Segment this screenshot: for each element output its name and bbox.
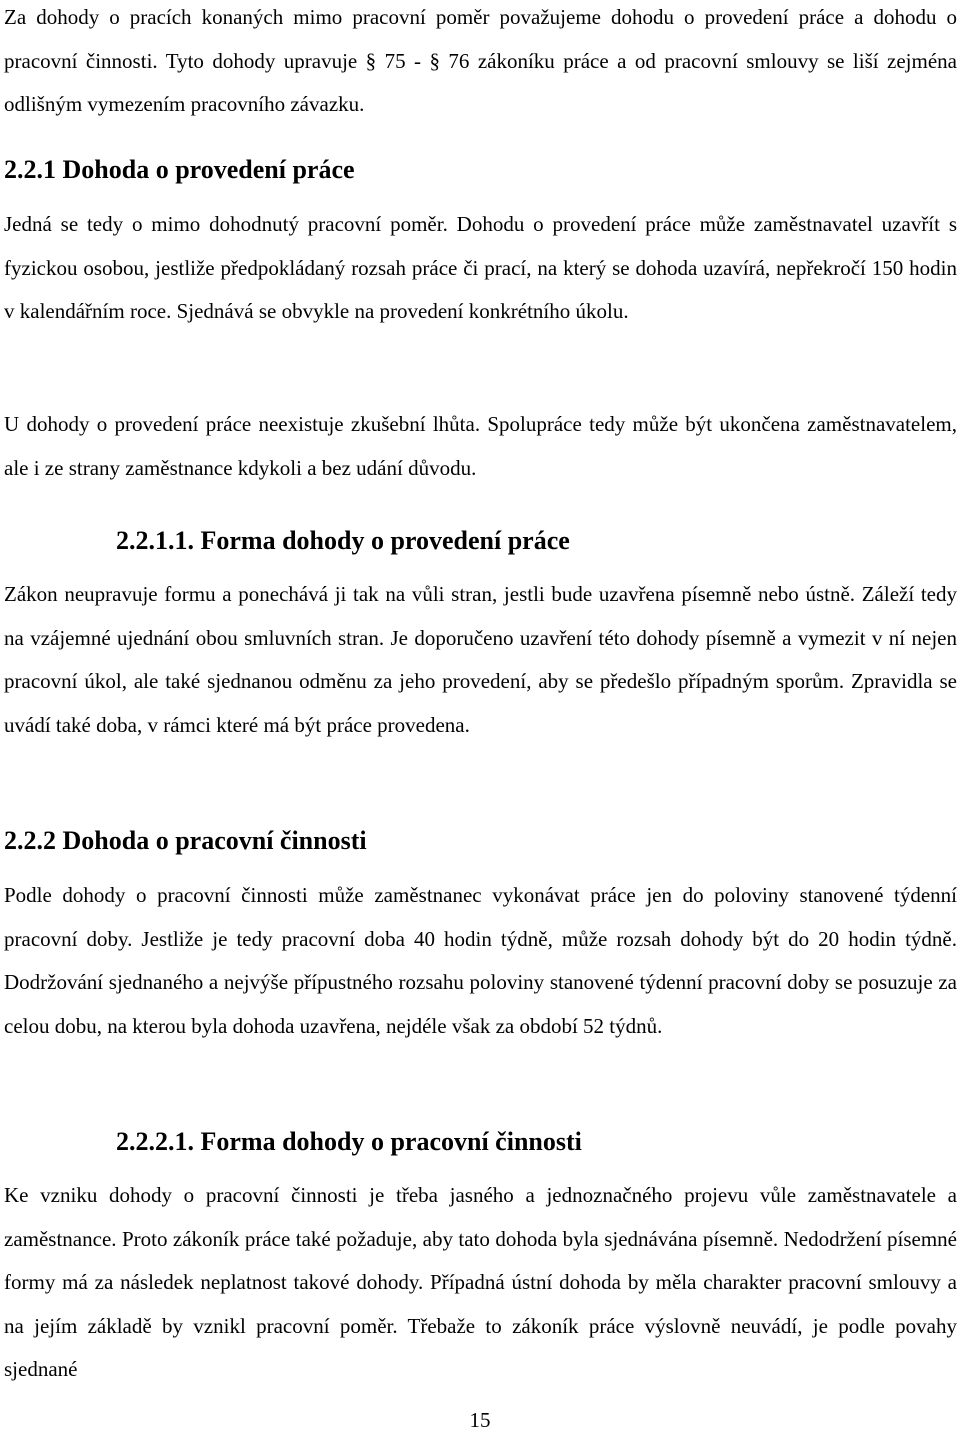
section-2-2-1-paragraph-2: U dohody o provedení práce neexistuje zkušební lhůta. Spolupráce tedy může být ukončena zaměstnavatelem, ale i ze strany zaměstnance kdykoli a bez udání důvodu. [4, 412, 957, 480]
section-2-2-1-1-paragraph: Zákon neupravuje formu a ponechává ji tak na vůli stran, jestli bude uzavřena písemně nebo ústně. Záleží tedy na vzájemné ujednání obou smluvních stran. Je doporučeno uzavření této dohody písemně a vymezit v ní nejen pracovní úkol, ale také sjednanou odměnu za jeho provedení, aby se předešlo případným sporům. Zpravidla se uvádí také doba, v rámci které má být práce provedena. [4, 582, 957, 737]
section-2-2-1-paragraph-1: Jedná se tedy o mimo dohodnutý pracovní poměr. Dohodu o provedení práce může zaměstnavatel uzavřít s fyzickou osobou, jestliže předpokládaný rozsah práce či prací, na který se dohoda uzavírá, nepřekročí 150 hodin v kalendářním roce. Sjednává se obvykle na provedení konkrétního úkolu. [4, 212, 957, 324]
intro-paragraph: Za dohody o pracích konaných mimo pracovní poměr považujeme dohodu o provedení práce a dohodu o pracovní činnosti. Tyto dohody upravuje § 75 - § 76 zákoníku práce a od pracovní smlouvy se liší zejména odlišným vymezením pracovního závazku. [4, 5, 957, 117]
section-2-2-2-1-paragraph: Ke vzniku dohody o pracovní činnosti je třeba jasného a jednoznačného projevu vůle zaměstnavatele a zaměstnance. Proto zákoník práce také požaduje, aby tato dohoda byla sjednávána písemně. Nedodržení písemné formy má za následek neplatnost takové dohody. Případná ústní dohoda by měla charakter pracovní smlouvy a na jejím základě by vznikl pracovní poměr. Třebaže to zákoník práce výslovně neuvádí, je podle povahy sjednané [4, 1183, 957, 1382]
section-heading-2-2-1: 2.2.1 Dohoda o provedení práce [4, 155, 355, 184]
section-heading-2-2-1-1: 2.2.1.1. Forma dohody o provedení práce [116, 526, 570, 555]
page-number: 15 [469, 1408, 491, 1432]
section-heading-2-2-2-1: 2.2.2.1. Forma dohody o pracovní činnosti [116, 1127, 582, 1156]
section-heading-2-2-2: 2.2.2 Dohoda o pracovní činnosti [4, 826, 367, 855]
section-2-2-2-paragraph: Podle dohody o pracovní činnosti může zaměstnanec vykonávat práce jen do poloviny stanovené týdenní pracovní doby. Jestliže je tedy pracovní doba 40 hodin týdně, může rozsah dohody být do 20 hodin týdně. Dodržování sjednaného a nejvýše přípustného rozsahu poloviny stanovené týdenní pracovní doby se posuzuje za celou dobu, na kterou byla dohoda uzavřena, nejdéle však za období 52 týdnů. [4, 883, 957, 1038]
